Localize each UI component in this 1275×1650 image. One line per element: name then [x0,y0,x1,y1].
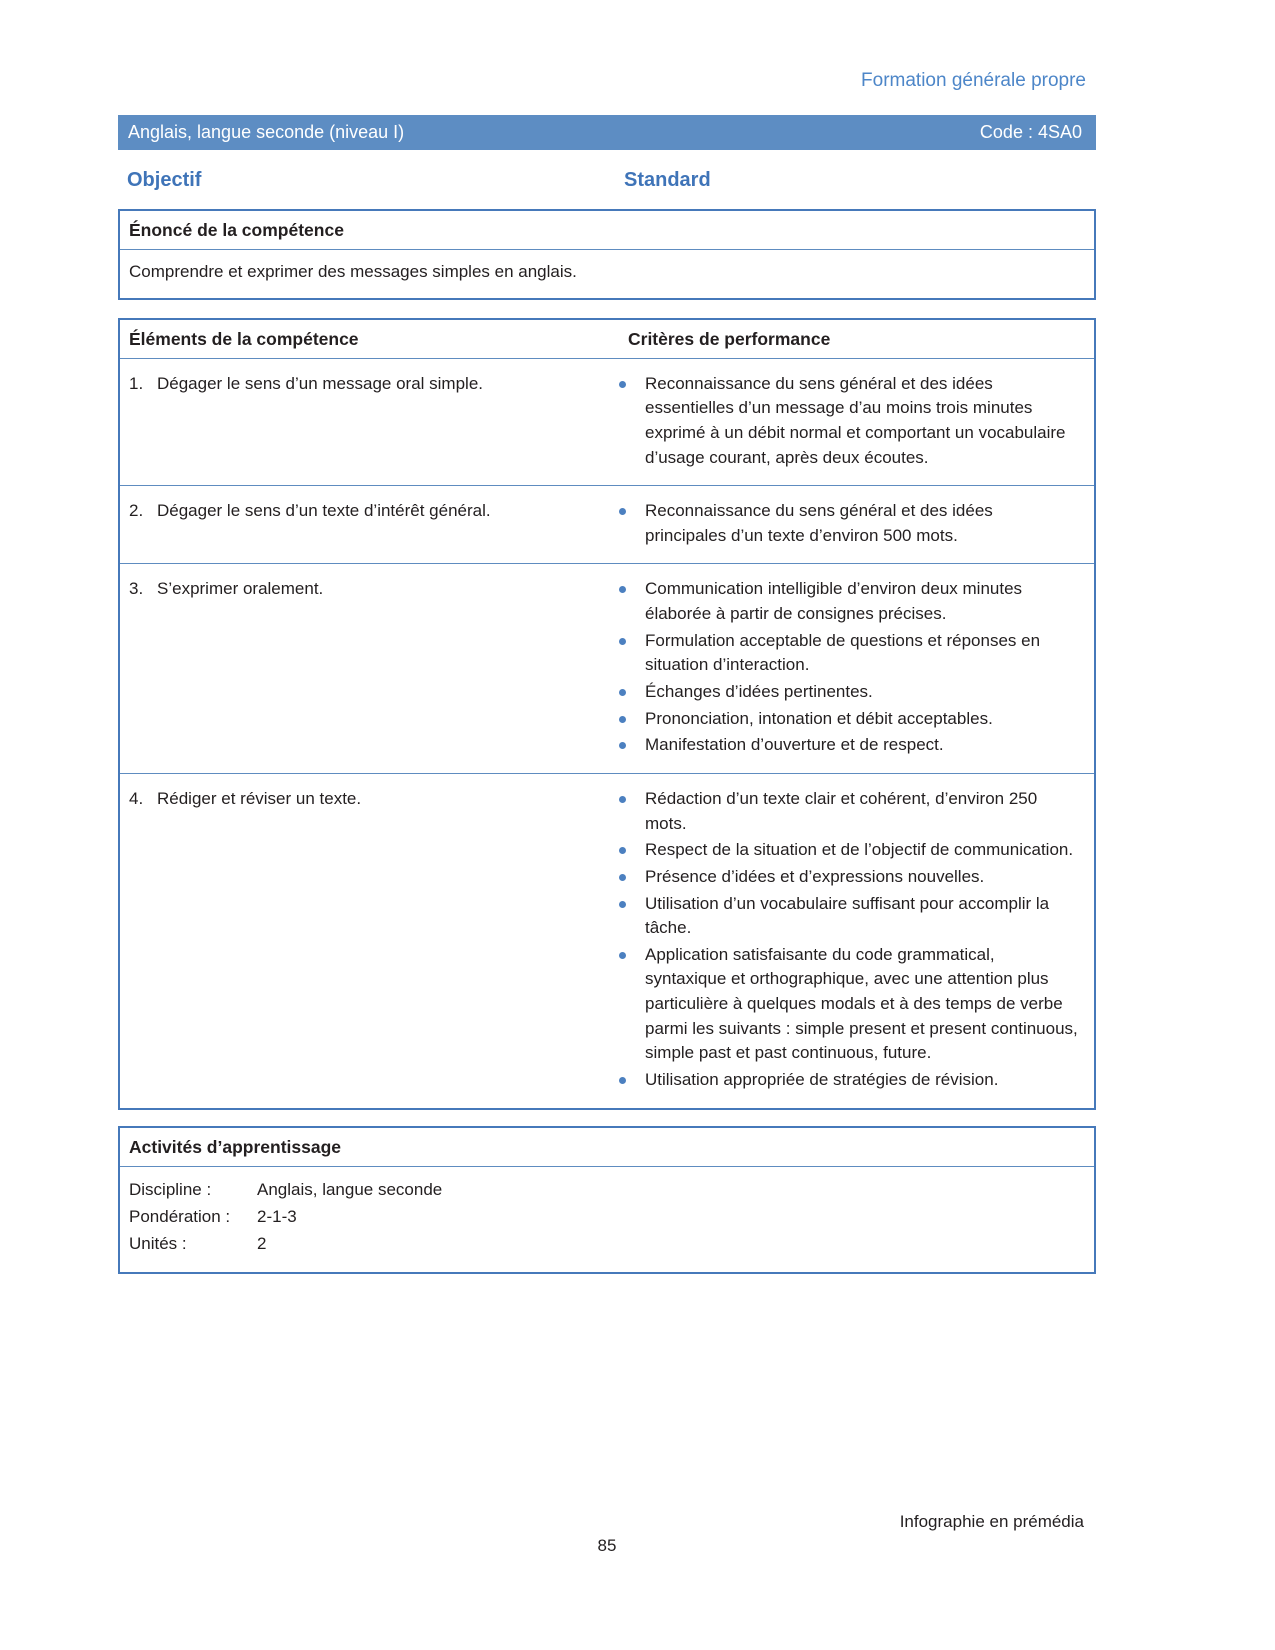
criteria-item [619,629,1078,678]
bullet-icon [619,508,626,515]
bullet-icon [619,742,626,749]
element-number: 1. [129,373,144,393]
activity-row [129,1203,1084,1230]
criteria-item [619,838,1078,863]
element-number: 4. [129,788,144,808]
activity-row [129,1176,1084,1203]
criteria-item [619,892,1078,941]
element-cell [120,486,619,563]
header-bar [118,115,1096,150]
element-cell [120,359,619,486]
criteres-header: Critères de performance [628,328,831,349]
criteria-cell [619,774,1094,1108]
activity-value: Anglais, langue seconde [257,1179,443,1199]
criteria-text: Utilisation d’un vocabulaire suffisant pour accomplir la tâche. [645,893,1050,938]
bullet-icon [619,638,626,645]
activites-box [118,1126,1096,1275]
element-text: Dégager le sens d’un texte d’intérêt général. [157,501,491,521]
criteria-text: Utilisation appropriée de stratégies de révision. [645,1070,999,1090]
enonce-box [118,209,1096,300]
standard-heading: Standard [624,169,711,191]
activites-body [120,1167,1094,1273]
criteria-text: Prononciation, intonation et débit acceptables. [645,708,993,728]
bullet-icon [619,1077,626,1084]
element-text: S’exprimer oralement. [157,579,324,599]
table-row [120,774,1094,1108]
bullet-icon [619,952,626,959]
page-number: 85 [597,1536,617,1556]
activity-row [129,1230,1084,1257]
bullet-icon [619,716,626,723]
bullet-icon [619,689,626,696]
element-text: Rédiger et réviser un texte. [157,788,362,808]
criteria-text: Présence d’idées et d’expressions nouvelles. [645,866,985,886]
element-number: 3. [129,579,144,599]
competence-table [118,318,1096,1110]
criteria-item [619,707,1078,732]
criteria-text: Manifestation d’ouverture et de respect. [645,735,944,755]
column-headings [118,169,1096,192]
criteria-text: Reconnaissance du sens général et des idées principales d’un texte d’environ 500 mots. [645,501,993,545]
criteria-cell [619,564,1094,772]
section-label: Formation générale propre [861,70,1086,91]
criteria-text: Application satisfaisante du code grammatical, syntaxique et orthographique, avec une attention plus particulière à quelques modals et à des temps de verbe parmi les suivants : simple present et present continuous, simple past et past continuous, future. [645,944,1078,1063]
criteria-text: Formulation acceptable de questions et réponses en situation d’interaction. [645,630,1041,675]
objectif-heading: Objectif [127,169,202,191]
criteria-item [619,499,1078,548]
criteria-item [619,372,1078,471]
criteria-text: Rédaction d’un texte clair et cohérent, d’environ 250 mots. [645,788,1038,833]
criteria-item [619,733,1078,758]
table-row [120,486,1094,564]
criteria-text: Respect de la situation et de l’objectif de communication. [645,840,1074,860]
criteria-text: Communication intelligible d’environ deux minutes élaborée à partir de consignes précises. [645,579,1023,624]
criteria-item [619,680,1078,705]
criteria-item [619,787,1078,836]
content-area [118,0,1096,1556]
bullet-icon [619,874,626,881]
element-cell [120,774,619,1108]
criteria-cell [619,486,1094,563]
criteria-item [619,943,1078,1066]
activity-label: Discipline : [129,1179,212,1199]
enonce-text: Comprendre et exprimer des messages simples en anglais. [129,262,577,281]
criteria-item [619,865,1078,890]
enonce-body [120,250,1094,298]
bullet-icon [619,586,626,593]
footer-credit: Infographie en prémédia [899,1512,1084,1532]
activity-value: 2-1-3 [257,1206,297,1226]
criteria-item [619,577,1078,626]
table-row [120,359,1094,487]
bullet-icon [619,796,626,803]
table-header-row [120,320,1094,359]
bullet-icon [619,901,626,908]
criteria-cell [619,359,1094,486]
bullet-icon [619,847,626,854]
activity-value: 2 [257,1234,267,1254]
course-code: Code : 4SA0 [979,122,1082,142]
element-text: Dégager le sens d’un message oral simple. [157,373,484,393]
activites-header: Activités d’apprentissage [120,1128,1094,1167]
course-title: Anglais, langue seconde (niveau I) [128,122,405,142]
table-row [120,564,1094,773]
criteria-text: Échanges d’idées pertinentes. [645,682,873,702]
elements-header: Éléments de la compétence [129,328,359,349]
element-number: 2. [129,501,144,521]
enonce-header: Énoncé de la compétence [120,211,1094,250]
bullet-icon [619,381,626,388]
criteria-text: Reconnaissance du sens général et des idées essentielles d’un message d’au moins trois minutes exprimé à un débit normal et comportant un vocabulaire d’usage courant, après deux écoutes. [645,373,1066,467]
activity-label: Unités : [129,1234,187,1254]
element-cell [120,564,619,772]
activity-label: Pondération : [129,1206,231,1226]
criteria-item [619,1068,1078,1093]
